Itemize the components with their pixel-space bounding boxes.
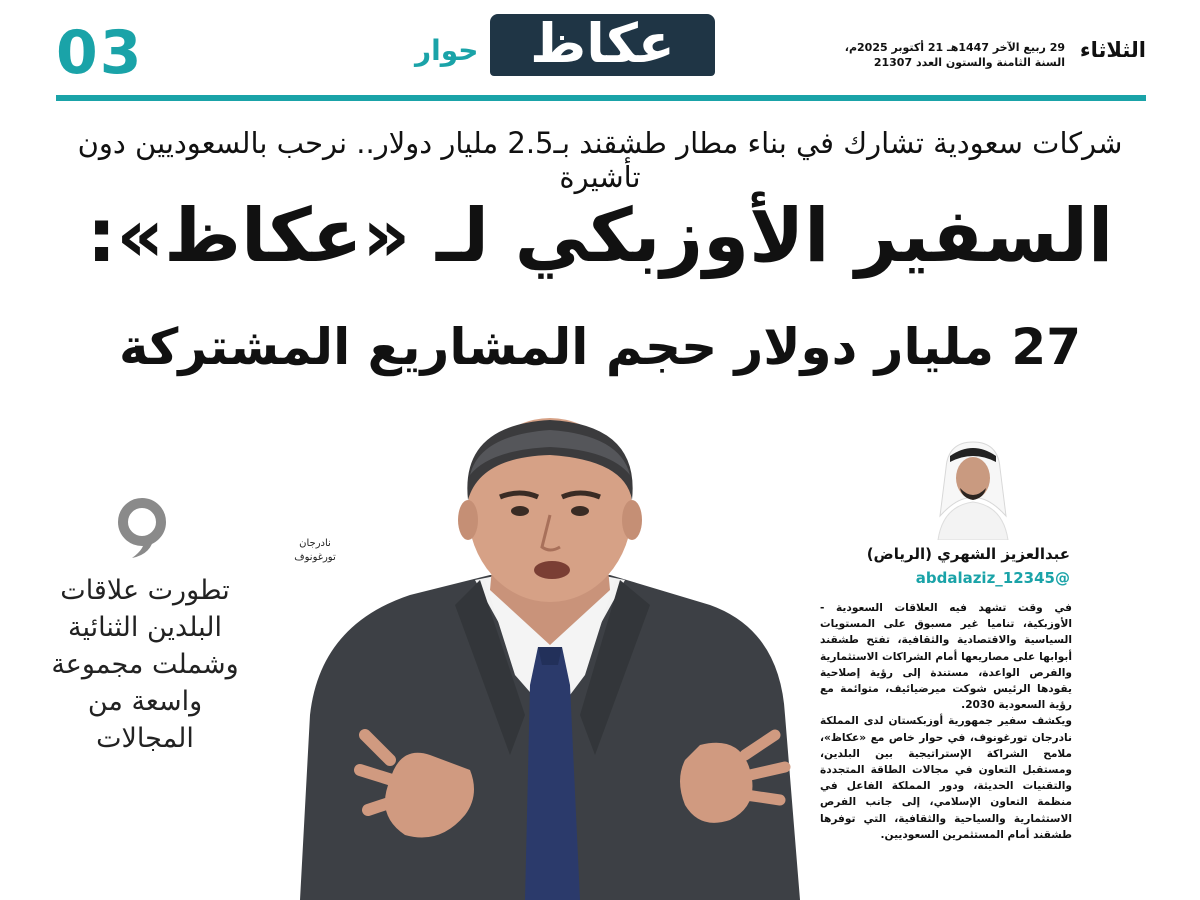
date-line: 29 ربيع الآخر 1447هـ 21 أكتوبر 2025م، <box>844 41 1065 54</box>
header-rule <box>56 95 1146 101</box>
issue-line: السنة الثامنة والستون العدد 21307 <box>873 56 1065 69</box>
lead-paragraph: في وقت تشهد فيه العلاقات السعودية - الأوزبكية، تناميا غير مسبوق على المستويات السياسية والاقتصادية والثقافية، تفتح طشقند أبوابها على مصاريعها أمام الشراكات الاستثمارية والفرص الواعدة، مستندة إلى رؤية إصلاحية يقودها الرئيس شوكت ميرضيائيف، متوائمة مع رؤية السعودية 2030. <box>820 602 1072 712</box>
page-number: 03 <box>56 18 144 88</box>
lead-paragraph: ويكشف سفير جمهورية أوزبكستان لدى المملكة نادرجان تورغونوف، في حوار خاص مع «عكاظ»، ملامح الشراكة الإستراتيجية بين البلدين، ومستقبل التعاون في مجالات الطاقة المتجددة والتقنيات الحديثة، ودور المملكة الفاعل في منظمة التعاون الإسلامي، إلى جانب الفرص الاستثمارية والسياحية والثقافية، التي توفرها طشقند أمام المستثمرين السعوديين. <box>820 715 1072 841</box>
logo-wordmark: عكاظ <box>490 14 715 76</box>
kicker: شركات سعودية تشارك في بناء مطار طشقند بـ2.5 مليار دولار.. نرحب بالسعوديين دون تأشيرة <box>77 126 1123 194</box>
newspaper-logo[interactable] <box>415 10 715 80</box>
author-name: عبدالعزيز الشهري (الرياض) <box>866 545 1070 563</box>
lead-text <box>820 600 1072 843</box>
subheadline: 27 مليار دولار حجم المشاريع المشتركة <box>118 318 1082 376</box>
day-name: الثلاثاء <box>1079 38 1146 62</box>
author-handle[interactable]: @abdalaziz_12345 <box>915 569 1070 587</box>
section-label: حوار <box>415 34 479 67</box>
headline: السفير الأوزبكي لـ «عكاظ»: <box>86 193 1114 279</box>
photo-caption: نادرجان تورغونوف <box>294 538 336 563</box>
pull-quote: تطورت علاقات البلدين الثنائية وشملت مجموعة واسعة من المجالات <box>51 575 239 754</box>
quote-mark-icon <box>114 498 170 562</box>
author-photo <box>918 436 1028 540</box>
ambassador-photo <box>280 415 820 900</box>
date-block <box>825 40 1065 70</box>
